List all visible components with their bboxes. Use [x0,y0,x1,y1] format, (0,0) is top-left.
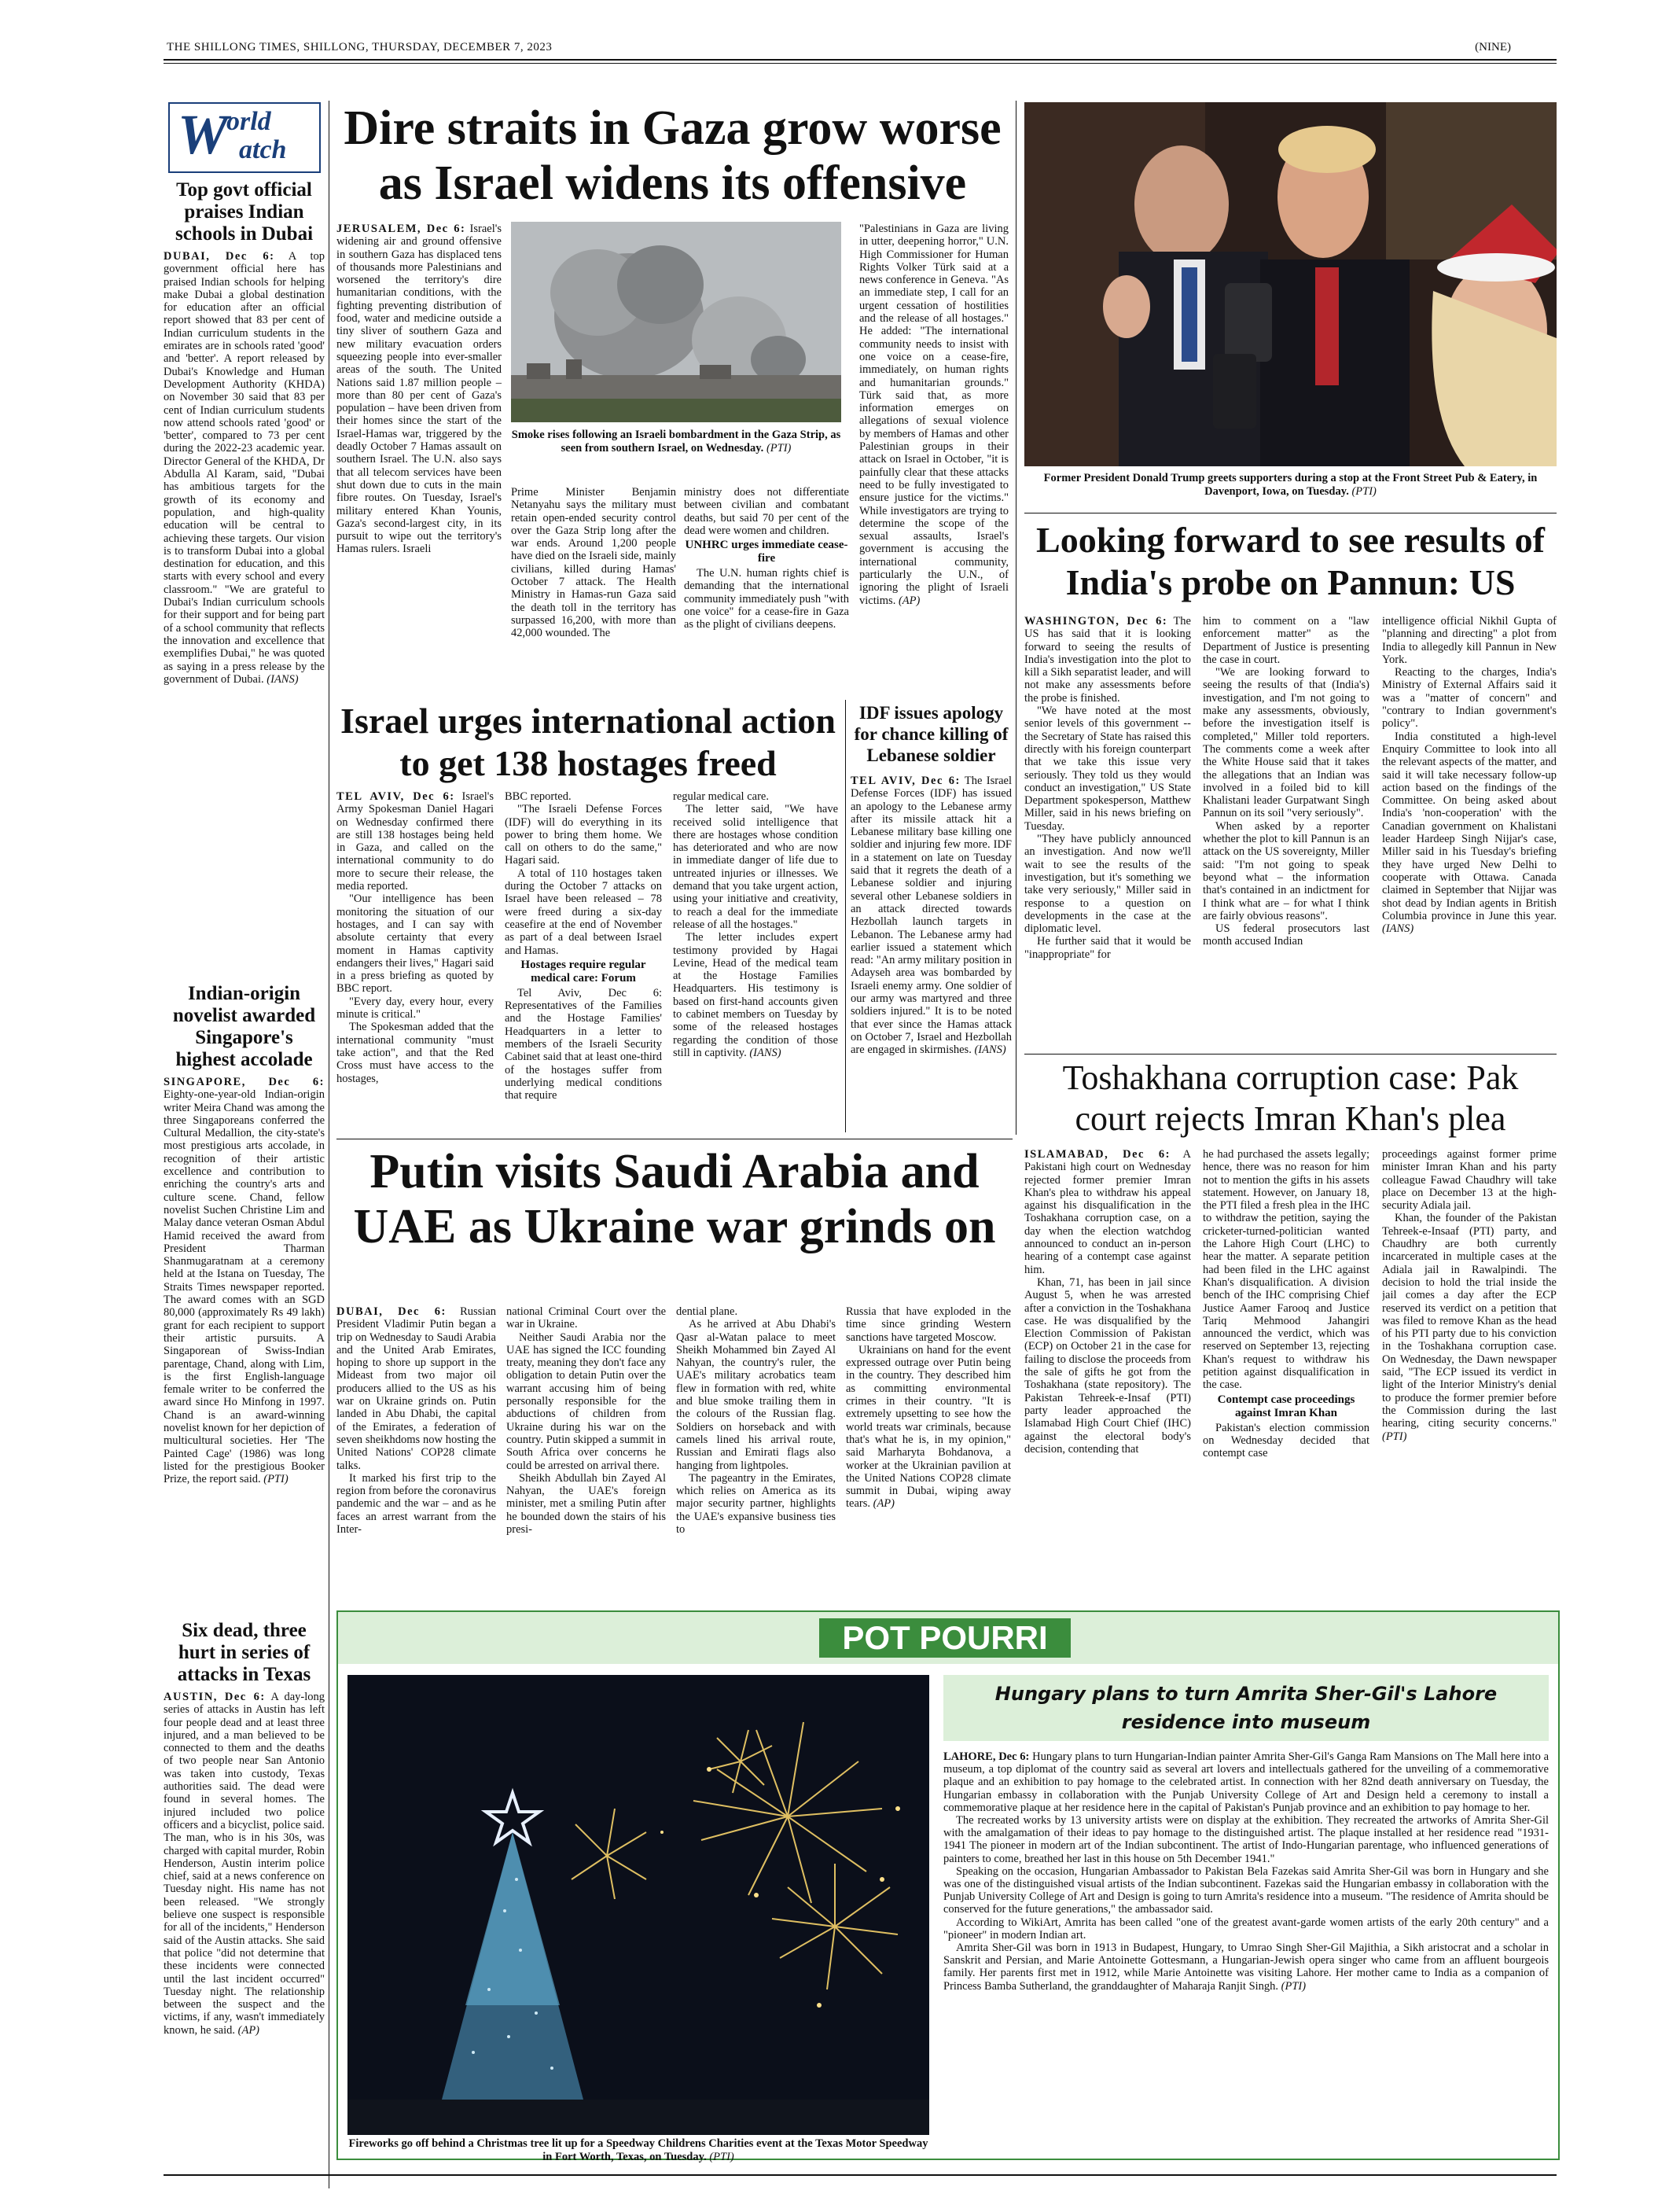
gaza-col-4 [859,223,1009,694]
gaza-col3b-text: The U.N. human rights chief is demanding that the international community immediately push "with one voice" for a cease-fire in Gaza as the plight of civilians deepens. [684,567,849,631]
hostages-col2d: Tel Aviv, Dec 6: Representatives of the Families and the Hostage Families' Headquarters in a letter to members of the Israeli Security Cabinet said that at least one-third of the hostages suffer from underlying medical conditions that require [505,986,662,1102]
putin-col-2 [506,1305,666,1600]
pannun-col2c: When asked by a reporter whether the plot to kill Pannun is an attack on the US sovereignty, Miller said: "I'm not going to speak beyond what – the information that's contained in an indictment for I think what are – for what I think are fairly obvious reasons". [1203,819,1369,922]
idf-divider [845,700,846,1132]
amrita-p5: Amrita Sher-Gil was born in 1913 in Budapest, Hungary, to Umrao Singh Sher-Gil Majithia, a Sikh aristocrat and a scholar in Sanskrit and Persian, and Marie Antoinette Gottesmann, a Hungarian-Jewish opera singer who came from an affluent bourgeois family. Her parents first met in 1912, while Marie Antoinette was visiting Lahore. Her mother came to India as a companion of Princess Bamba Sutherland, the granddaughter of Maharaja Ranjit Singh. [943,1942,1549,1993]
pannun-col1a: The US has said that it is looking forward to seeing the results of India's investigation into the plot to kill a Sikh separatist leader, and will not make any assessments before the probe is finished. [1024,615,1191,705]
story-credit: (IANS) [267,672,299,686]
hostages-col3c: The letter includes expert testimony provided by Hagai Levine, Head of the medical team at the Hostage Families Headquarters. His testimony is based on first-hand accounts given to cabinet members on Tuesday by some of the released hostages regarding the condition of those still in captivity. [673,931,838,1059]
hostages-col3b: The letter said, "We have received solid intelligence that there are hostages whose condition has deteriorated and who are now in immediate danger of life due to untreated injuries or illnesses. We demand that you take urgent action, using your initiative and creativity, to reach a deal for the immediate release of all the hostages." [673,803,838,931]
gaza-credit: (AP) [898,594,921,607]
putin-credit: (AP) [873,1497,895,1511]
pannun-col3a: intelligence official Nikhil Gupta of "planning and directing" a plot from India to allegedly kill Pannun in New York. [1382,615,1557,666]
idf-credit: (IANS) [974,1043,1006,1057]
pannun-col2d: US federal prosecutors last month accused Indian [1203,922,1369,948]
hostages-col-3 [673,790,838,1128]
hostages-col1b: "Our intelligence has been monitoring the situation of our hostages, and I can say with absolute certainty that every moment in Hamas captivity endangers their lives," Hagari said in a press briefing as quoted by BBC report. [336,893,494,996]
gaza-col3a-text: ministry does not differentiate between civilian and combatant deaths, but said 70 per cent of the dead were women and children. [684,486,849,537]
amrita-dateline: LAHORE, Dec 6: [943,1750,1030,1763]
pot-pourri-banner [338,1612,1558,1664]
hostages-col2a: BBC reported. [505,790,572,803]
amrita-credit: (PTI) [1281,1979,1307,1993]
hostages-dateline: TEL AVIV, Dec 6: [336,790,455,803]
toshakhana-col2a: he had purchased the assets legally; hence, there was no reason for him not to mention the gifts in his assets statement. However, on January 18, the PTI filed a fresh plea in the IHC to withdraw the petition, saying the cricketer-turned-politician wanted the Lahore High Court (LHC) to hear the matter. A separate petition had been filed in the LHC against Khan's disqualification. A division bench of the IHC comprising Chief Justice Aamer Farooq and Justice Tariq Mehmood Jahangiri announced the verdict, which was reserved on September 13, rejecting Khan's request to withdraw his petition against disqualification in the case. [1203,1148,1369,1392]
smoke-image [511,222,841,422]
gaza-dateline: JERUSALEM, Dec 6: [336,223,466,235]
story-headline: Six dead, three hurt in series of attacks in Texas [177,1620,311,1685]
idf-dateline: TEL AVIV, Dec 6: [851,775,961,787]
story-credit: (AP) [237,2023,260,2037]
world-watch-logo-w: W [178,103,229,166]
amrita-p2: The recreated works by 13 university artists were on display at the exhibition. They recreated the artworks of Amrita Sher-Gil with the amalgamation of their ideas to pay homage to the distinguished artist. The plaque installed at her residence read "1931-1941 The pioneer in modern art of the Indian subcontinent. The artist of Indo-Hungarian parentage, who influenced generations of painters to come, breathed her last in this house on 5th December 1941." [943,1814,1549,1865]
amrita-p1: Hungary plans to turn Hungarian-Indian painter Amrita Sher-Gil's Ganga Ram Mansions on The Mall here into a museum, a top diplomat of the country said as several art lovers and intellectuals gathered for the unveiling of a commemorative plaque and an exhibition to pay homage to the celebrated artist. In connection with her 82nd death anniversary on Tuesday, the Hungarian embassy in collaboration with the Punjab University College of Art and Design held a ceremony to install a commemorative plaque at her residence here in the capital of Pakistan's Punjab province and an exhibition to pay homage to her. [943,1750,1549,1814]
toshakhana-top-rule [1024,1054,1557,1055]
hostages-col1d: The Spokesman added that the international community "must take action", and that the Red Cross must have access to the hostages, [336,1021,494,1085]
toshakhana-col-2 [1203,1148,1369,1596]
gaza-headline: Dire straits in Gaza grow worse as Israel widens its offensive [344,101,1002,210]
story-credit: (PTI) [263,1473,289,1486]
story-headline: Top govt official praises Indian schools in Dubai [175,179,314,245]
pannun-credit: (IANS) [1382,922,1414,936]
fireworks-photo [347,1675,929,2135]
toshakhana-col-3 [1382,1148,1557,1596]
toshakhana-col2b: Pakistan's election commission on Wednesday decided that contempt case [1203,1421,1369,1460]
world-watch-story-3 [164,1620,325,2037]
world-watch-story-2 [164,983,325,1486]
fireworks-image [347,1675,929,2135]
world-watch-story-1 [164,179,325,686]
toshakhana-dateline: ISLAMABAD, Dec 6: [1024,1148,1171,1161]
putin-col-3 [676,1305,836,1600]
putin-col4b: Ukrainians on hand for the event expressed outrage over Putin being in the country. They described him as committing environmental crimes in their country. "It is extremely upsetting to see how the world treats war criminals, because that's what he is, in my opinion," said Marharyta Bohdanova, a worker at the Ukrainian pavilion at the United Nations COP28 climate summit in Dubai, wiping away tears. [846,1343,1011,1511]
masthead-left: THE SHILLONG TIMES, SHILLONG, THURSDAY, DECEMBER 7, 2023 [167,41,553,53]
caption-text: Fireworks go off behind a Christmas tree lit up for a Speedway Childrens Charities event at the Texas Motor Speedway in Fort Worth, Texas, on Tuesday. [348,2137,928,2163]
caption-credit: (PTI) [709,2151,734,2163]
putin-dateline: DUBAI, Dec 6: [336,1305,447,1318]
pannun-headline: Looking forward to see results of India's probe on Pannun: US [1036,520,1545,602]
masthead-right: (NINE) [1475,41,1511,53]
pannun-col1b: "We have noted at the most senior levels of this government -- the Secretary of State has raised this directly with his foreign counterpart that we take this issue very seriously. They told us they would conduct an investigation," US State Department spokesperson, Matthew Miller, said in his news briefing on Tuesday. [1024,705,1191,833]
world-watch-sidebar [164,102,325,2190]
putin-col3a: dential plane. [676,1305,738,1318]
story-dateline: AUSTIN, Dec 6: [164,1691,266,1703]
pot-pourri-section [336,1610,1560,2163]
gaza-col2-text: Prime Minister Benjamin Netanyahu says the military must retain open-ended security control over the Gaza Strip long after the war ends. Around 1,200 people have died on the Israeli side, mainly civilians, killed during Hamas' October 7 attack. The Health Ministry in Hamas-run Gaza said the death toll in the territory has surpassed 16,200, with more than 42,000 wounded. The [511,486,676,640]
story-dateline: SINGAPORE, Dec 6: [164,1076,325,1088]
trump-image [1024,102,1557,466]
masthead-rule [164,59,1557,61]
story-body: A day-long series of attacks in Austin has left four people dead and at least three injured, and a man believed to be connected to them and the deaths of two people near San Antonio was taken into custody, Texas authorities said. The dead were found in several homes. The injured included two police officers and a bicyclist, police said. The man, who is in his 30s, was charged with capital murder, Robin Henderson, Austin interim police chief, said at a news conference on Tuesday night. His name has not been released. "We strongly believe one suspect is responsible for all of the incidents," Henderson said of the Austin attacks. She said that police "did not determine that these incidents were connected until the last incident occurred" Tuesday night. The relationship between the suspect and the victims, if any, wasn't immediately known, he said. [164,1691,325,2037]
hostages-subhead: Hostages require regular medical care: Forum [520,958,646,985]
story-body: A top government official here has praised Indian schools for helping make Dubai a global destination for education after an official report showed that 83 per cent of Indian curriculum students in the emirates are in schools rated 'good' and 'better'. A report released by Dubai's Knowledge and Human Development Authority (KHDA) on November 30 said that 83 per cent of Indian curriculum students now attend schools rated 'good' or 'better', compared to 73 per cent during the 2022-23 academic year. Director General of the KHDA, Dr Abdulla Al Karam, said, "Dubai has ambitious targets for the growth of its economy and population, and high-quality education will be central to achieving these targets. Our vision is to transform Dubai into a global destination for education, and this starts with every school and every classroom." "We are grateful to Dubai's Indian curriculum schools for their support and for being part of a school community that reflects the innovation and excellence that exemplifies Dubai," he was quoted as saying in a press release by the government of Dubai. [164,250,325,686]
hostages-col1a: Israel's Army Spokesman Daniel Hagari on Wednesday confirmed there are still 138 hostages being held in Gaza, and called on the international community to do more to secure their release, the media reported. [336,790,494,893]
caption-credit: (PTI) [1351,485,1377,498]
putin-col1b: It marked his first trip to the region from before the coronavirus pandemic and the war – and as he faces an arrest warrant from the Inter- [336,1471,496,1537]
amrita-p4: According to WikiArt, Amrita has been called "one of the greatest avant-garde women artists of the early 20th century" and a "pioneer" in modern Indian art. [943,1916,1549,1942]
putin-col2b: Neither Saudi Arabia nor the UAE has signed the ICC founding treaty, meaning they don't face any obligation to detain Putin over the warrant accusing him of being personally responsible for the abductions of children from Ukraine during his war on the country. Putin skipped a summit in South Africa over concerns he could be arrested on arrival there. [506,1331,666,1472]
pannun-col1d: He further said that it would be "inappropriate" for [1024,935,1191,961]
hostages-headline: Israel urges international action to get 138 hostages freed [340,701,836,783]
caption-text: Former President Donald Trump greets supporters during a stop at the Front Street Pub & Eatery, in Davenport, Iowa, on Tuesday. [1043,472,1538,498]
amrita-p3: Speaking on the occasion, Hungarian Ambassador to Pakistan Bela Fazekas said Amrita Sher-Gil was born in Hungary and she was one of the distinguished visual artists of the Indian subcontinent. Fazekas said the Hungarian embassy in collaboration with the Punjab University College of Art and Design is going to turn Amrita's residence into a museum. "The residence of Amrita should be conserved for the future generations," the ambassador said. [943,1864,1549,1916]
world-watch-logo [168,102,321,173]
trump-photo-caption [1024,472,1557,499]
hostages-col2c: A total of 110 hostages taken during the October 7 attacks on Israel have been released – 78 were freed during a six-day ceasefire at the end of November as part of a deal between Israel and Hamas. [505,867,662,957]
pannun-col2b: "We are looking forward to seeing the results of that (India's) investigation, and I'm not going to make any assessments, obviously, before the investigation itself is completed," Miller told reporters. The comments come a week after the White House said that it takes the allegations that an Indian was involved in a foiled bid to kill Khalistani leader Gurpatwant Singh Pannun on its soil "very seriously". [1203,666,1369,820]
gaza-col-1 [336,223,502,694]
hostages-credit: (IANS) [749,1046,781,1059]
caption-credit: (PTI) [766,442,792,455]
world-watch-logo-atch: atch [239,135,287,164]
idf-column [851,775,1012,1128]
pannun-col-1 [1024,615,1191,1051]
pannun-col-2 [1203,615,1369,1051]
putin-col-1 [336,1305,496,1600]
story-body: Eighty-one-year-old Indian-origin writer Meira Chand was among the three Singaporeans conferred the Cultural Medallion, the city-state's most prestigious arts accolade, in recognition of their artistic excellence and contribution to enriching the country's arts and culture scene. Chand, fellow novelist Suchen Christine Lim and Malay dance veteran Osman Abdul Hamid received the award from President Tharman Shanmugaratnam at a ceremony held at the Istana on Tuesday, The Straits Times newspaper reported. The award comes with an SGD 80,000 (approximately Rs 49 lakh) grant for each recipient to support their artistic pursuits. A Singaporean of Swiss-Indian parentage, Chand, along with Lim, is the first English-language female writer to be conferred the award since Ho Minfong in 1997. Chand is an award-winning novelist known for her depiction of multicultural societies. Her 'The Painted Cage' (1986) was long listed for the prestigious Booker Prize, the report said. [164,1088,325,1486]
idf-headline: IDF issues apology for chance killing of Lebanese soldier [854,703,1009,765]
putin-col2a: national Criminal Court over the war in Ukraine. [506,1305,666,1331]
pannun-col2a: him to comment on a "law enforcement matter" as the Department of Justice is presenting the case in court. [1203,615,1369,666]
pannun-col3b: Reacting to the charges, India's Ministry of External Affairs said it was a "matter of concern" and "contrary to Indian government's policy". [1382,666,1557,731]
story-dateline: DUBAI, Dec 6: [164,250,275,263]
toshakhana-credit: (PTI) [1382,1430,1407,1443]
amrita-article [943,1750,1549,2148]
toshakhana-col1b: Khan, 71, has been in jail since August 5, when he was arrested after a conviction in the Toshakhana case. He was disqualified by the Election Commission of Pakistan (ECP) on October 21 in the case for failing to disclose the proceeds from the sale of gifts he got from the Toshakhana (state repository). The Pakistan Tehreek-e-Insaf (PTI) party leader approached the Islamabad High Court Chief (IHC) against the electoral body's decision, contending that [1024,1275,1191,1456]
fireworks-photo-caption [347,2137,929,2164]
pannun-col3c: India constituted a high-level Enquiry Committee to look into all the relevant aspects of the matter, and said it will take necessary follow-up action based on the findings of the Committee. On being asked about India's 'non-cooperation' with the Canadian government on Khalistani leader Hardeep Singh Nijjar's case, Miller said in his Tuesday's briefing they have urged New Delhi to cooperate with Ottawa. Canada claimed in September that Nijjar was shot dead by Indian agents in British Columbia province in June this year. [1382,730,1557,922]
hostages-col1c: "Every day, every hour, every minute is critical." [336,995,494,1021]
gaza-col1-text: Israel's widening air and ground offensive in southern Gaza has displaced tens of thousands more Palestinians and worsened the territory's dire humanitarian conditions, with the fighting preventing distribution of food, water and medicine outside a tiny sliver of southern Gaza and new military evacuation orders squeezing people into ever-smaller areas of the south. The United Nations said 1.87 million people – more than 80 per cent of Gaza's population – have been driven from their homes since the start of the Israel-Hamas war, triggered by the deadly October 7 Hamas assault on southern Israel. The U.N. also says that all telecom services have been shut down due to cuts in the main fibre routes. On Tuesday, Israel's military entered Khan Younis, Gaza's second-largest city, in its pursuit to wipe out the territory's Hamas rulers. Israeli [336,223,502,556]
putin-col2c: Sheikh Abdullah bin Zayed Al Nahyan, the UAE's foreign minister, met a smiling Putin after he bounded down the stairs of his presi- [506,1471,666,1537]
gaza-smoke-photo [511,222,841,422]
toshakhana-col1a: A Pakistani high court on Wednesday rejected former premier Imran Khan's plea to withdraw his appeal against his disqualification in the Toshakhana corruption case, on a day when the election watchdog announced to conduct an in-person hearing of a contempt case against him. [1024,1148,1191,1276]
putin-col3b: As he arrived at Abu Dhabi's Qasr al-Watan palace to meet Sheikh Mohammed bin Zayed Al Nahyan, the country's ruler, the UAE's military acrobatics team flew in formation with red, white and blue smoke trailing them in the colours of the Russian flag. Soldiers on horseback and with camels lined his arrival route, Russian and Emirati flags also hanging from lightpoles. [676,1318,836,1472]
toshakhana-col-1 [1024,1148,1191,1596]
toshakhana-subhead: Contempt case proceedings against Imran Khan [1217,1393,1355,1419]
putin-headline: Putin visits Saudi Arabia and UAE as Ukraine war grinds on [353,1145,996,1253]
gaza-col4-text: "Palestinians in Gaza are living in utter, deepening horror," U.N. High Commissioner for Human Rights Volker Türk said at a news conference in Geneva. "As an immediate step, I call for an urgent cessation of hostilities and the release of all hostages." He added: "The international community needs to insist with one voice on a cease-fire, immediately, on human rights and humanitarian grounds." Türk said that, as more information emerges on allegations of sexual violence by members of Hamas and other Palestinian groups in their attack on Israel in October, "it is painfully clear that these attacks need to be fully investigated to ensure justice for the victims." While investigators are trying to determine the scope of the sexual assaults, Israel's government is accusing the international community, particularly the U.N., of ignoring the plight of Israeli victims. [859,223,1009,607]
putin-col3c: The pageantry in the Emirates, which relies on America as its major security partner, highlights the UAE's expansive business ties to [676,1471,836,1537]
gaza-photo-caption [511,429,841,455]
gaza-col-2 [511,486,676,694]
world-watch-logo-orld: orld [226,107,271,136]
footer-rule [164,2174,1557,2176]
putin-col4a: Russia that have exploded in the time since grinding Western sanctions have targeted Moscow. [846,1305,1011,1344]
hostages-col-2 [505,790,662,1128]
hostages-col3a: regular medical care. [673,790,769,803]
story-headline: Indian-origin novelist awarded Singapore's highest accolade [172,983,316,1070]
pannun-col-3 [1382,615,1557,1051]
putin-col-4 [846,1305,1011,1600]
pot-pourri-title: POT POURRI [819,1618,1071,1658]
hostages-col2b: "The Israeli Defense Forces (IDF) will do everything in its power to bring them home. We call on others to do the same," Hagari said. [505,803,662,867]
putin-col1a: Russian President Vladimir Putin began a trip on Wednesday to Saudi Arabia and the United Arab Emirates, hoping to shore up support in the Mideast from two major oil producers allied to the US as his war on Ukraine grinds on. Putin landed in Abu Dhabi, the capital of the Emirates, a federation of seven sheikhdoms now hosting the United Nations' COP28 climate talks. [336,1305,496,1472]
gaza-col-3 [684,486,849,694]
caption-text: Smoke rises following an Israeli bombardment in the Gaza Strip, as seen from southern Israel, on Wednesday. [511,429,841,455]
masthead-rule-thin [164,63,1557,64]
amrita-headline-box [943,1675,1549,1741]
pannun-dateline: WASHINGTON, Dec 6: [1024,615,1168,628]
hostages-col-1 [336,790,494,1128]
gaza-subhead: UNHRC urges immediate cease-fire [685,539,848,565]
idf-body: The Israel Defense Forces (IDF) has issued an apology to the Lebanese army after its missile attack hit a Lebanese military base killing one soldier and injuring few more. IDF in a statement on late on Tuesday said that it regrets the death of a Lebanese soldier and injuring several other Lebanese soldiers in an attack directed towards Hezbollah launch targets in Lebanon. The Lebanese army had earlier issued a statement which read: "An army military position in Adayseh area was bombarded by Israeli enemy army. One soldier of our army was martyred and three soldiers injured." It is to be noted that ever since the Hamas attack on October 7, Israel and Hezbollah are engaged in skirmishes. [851,775,1012,1057]
toshakhana-col3a: proceedings against former prime minister Imran Khan and his party colleague Fawad Chaudhry will take place on December 13 at the high-security Adiala jail. [1382,1148,1557,1213]
trump-photo [1024,102,1557,466]
toshakhana-col3b: Khan, the founder of the Pakistan Tehreek-e-Insaaf (PTI) party, and Chaudhry are both currently incarcerated in multiple cases at the Adiala jail in Rawalpindi. The decision to hold the trial inside the jail comes a day after the ECP reserved its verdict on a petition that was filed to remove Khan as the head of his PTI party due to his conviction in the Toshakhana corruption case. On Wednesday, the Dawn newspaper said, "The ECP issued its verdict in light of the Interior Ministry's denial to produce the former premier before the Commission during the last hearing, citing security concerns." [1382,1212,1557,1430]
pannun-col1c: "They have publicly announced an investigation. And now we'll wait to see the results of the investigation, but it's something we take very seriously," Miller said in response to a question on developments in the case at the diplomatic level. [1024,833,1191,936]
toshakhana-headline: Toshakhana corruption case: Pak court rejects Imran Khan's plea [1062,1058,1519,1138]
amrita-headline: Hungary plans to turn Amrita Sher-Gil's Lahore residence into museum [994,1683,1498,1733]
